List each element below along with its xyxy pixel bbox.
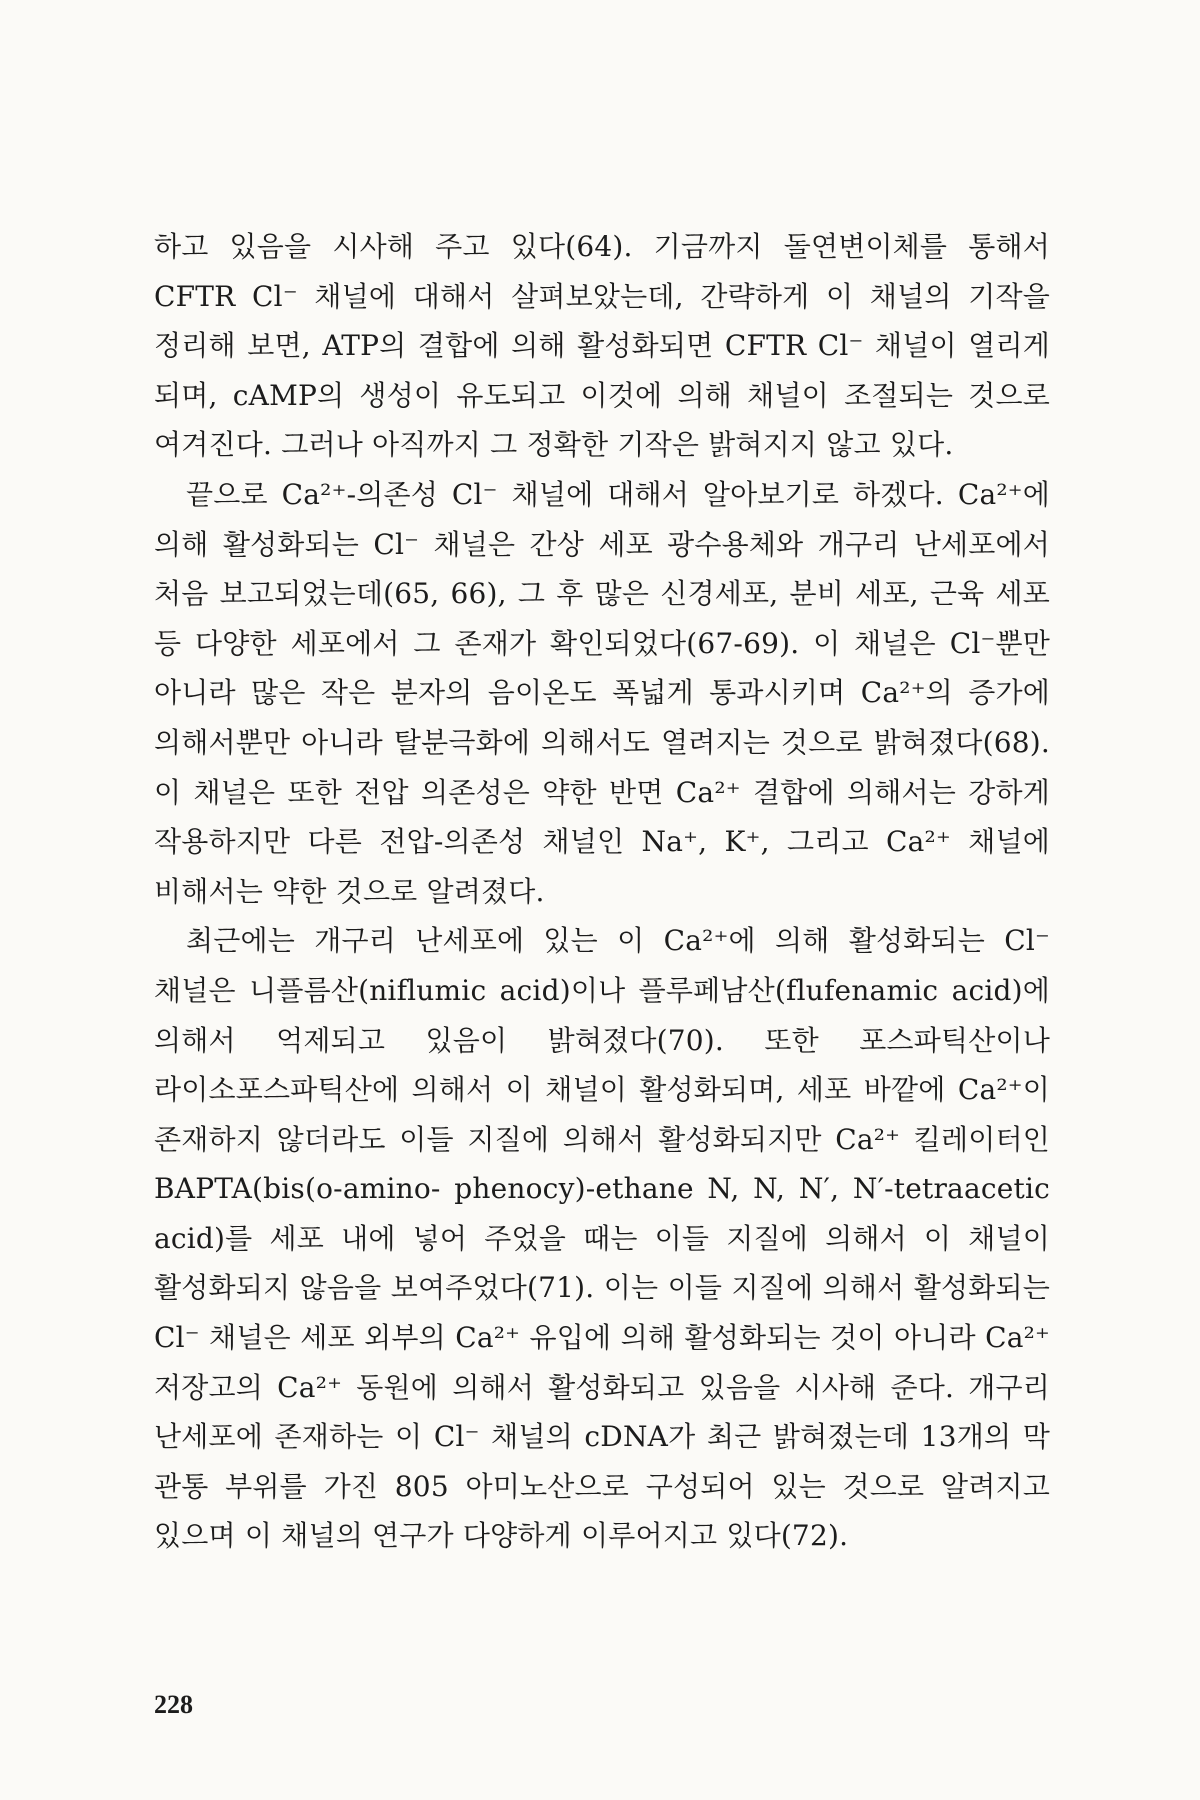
paragraph-2: 끝으로 Ca²⁺-의존성 Cl⁻ 채널에 대해서 알아보기로 하겠다. Ca²⁺에 의해 활성화되는 Cl⁻ 채널은 간상 세포 광수용체와 개구리 난세포에서 처음 보고되었는데(65, 66), 그 후 많은 신경세포, 분비 세포, 근육 세포 등 다양한 세포에서 그 존재가 확인되었다(67-69). 이 채널은 Cl⁻뿐만 아니라 많은 작은 분자의 음이온도 폭넓게 통과시키며 Ca²⁺의 증가에 의해서뿐만 아니라 탈분극화에 의해서도 열려지는 것으로 밝혀졌다(68). 이 채널은 또한 전압 의존성은 약한 반면 Ca²⁺ 결합에 의해서는 강하게 작용하지만 다른 전압-의존성 채널인 Na⁺, K⁺, 그리고 Ca²⁺ 채널에 비해서는 약한 것으로 알려졌다. [154, 477, 1050, 908]
page-number: 228 [154, 1690, 193, 1719]
paragraph-3: 최근에는 개구리 난세포에 있는 이 Ca²⁺에 의해 활성화되는 Cl⁻ 채널은 니플름산(niflumic acid)이나 플루페남산(flufenamic acid)에 의해서 억제되고 있음이 밝혀졌다(70). 또한 포스파틱산이나 라이소포스파틱산에 의해서 이 채널이 활성화되며, 세포 바깥에 Ca²⁺이 존재하지 않더라도 이들 지질에 의해서 활성화되지만 Ca²⁺ 킬레이터인 BAPTA(bis(o-amino- phenocy)-ethane N, N, N′, N′-tetraacetic acid)를 세포 내에 넣어 주었을 때는 이들 지질에 의해서 이 채널이 활성화되지 않음을 보여주었다(71). 이는 이들 지질에 의해서 활성화되는 Cl⁻ 채널은 세포 외부의 Ca²⁺ 유입에 의해 활성화되는 것이 아니라 Ca²⁺ 저장고의 Ca²⁺ 동원에 의해서 활성화되고 있음을 시사해 준다. 개구리 난세포에 존재하는 이 Cl⁻ 채널의 cDNA가 최근 밝혀졌는데 13개의 막 관통 부위를 가진 805 아미노산으로 구성되어 있는 것으로 알려지고 있으며 이 채널의 연구가 다양하게 이루어지고 있다(72). [154, 924, 1050, 1553]
paragraph-1: 하고 있음을 시사해 주고 있다(64). 기금까지 돌연변이체를 통해서 CFTR Cl⁻ 채널에 대해서 살펴보았는데, 간략하게 이 채널의 기작을 정리해 보면, ATP의 결합에 의해 활성화되면 CFTR Cl⁻ 채널이 열리게 되며, cAMP의 생성이 유도되고 이것에 의해 채널이 조절되는 것으로 여겨진다. 그러나 아직까지 그 정확한 기작은 밝혀지지 않고 있다. [154, 230, 1050, 462]
page-body [154, 222, 1050, 1561]
